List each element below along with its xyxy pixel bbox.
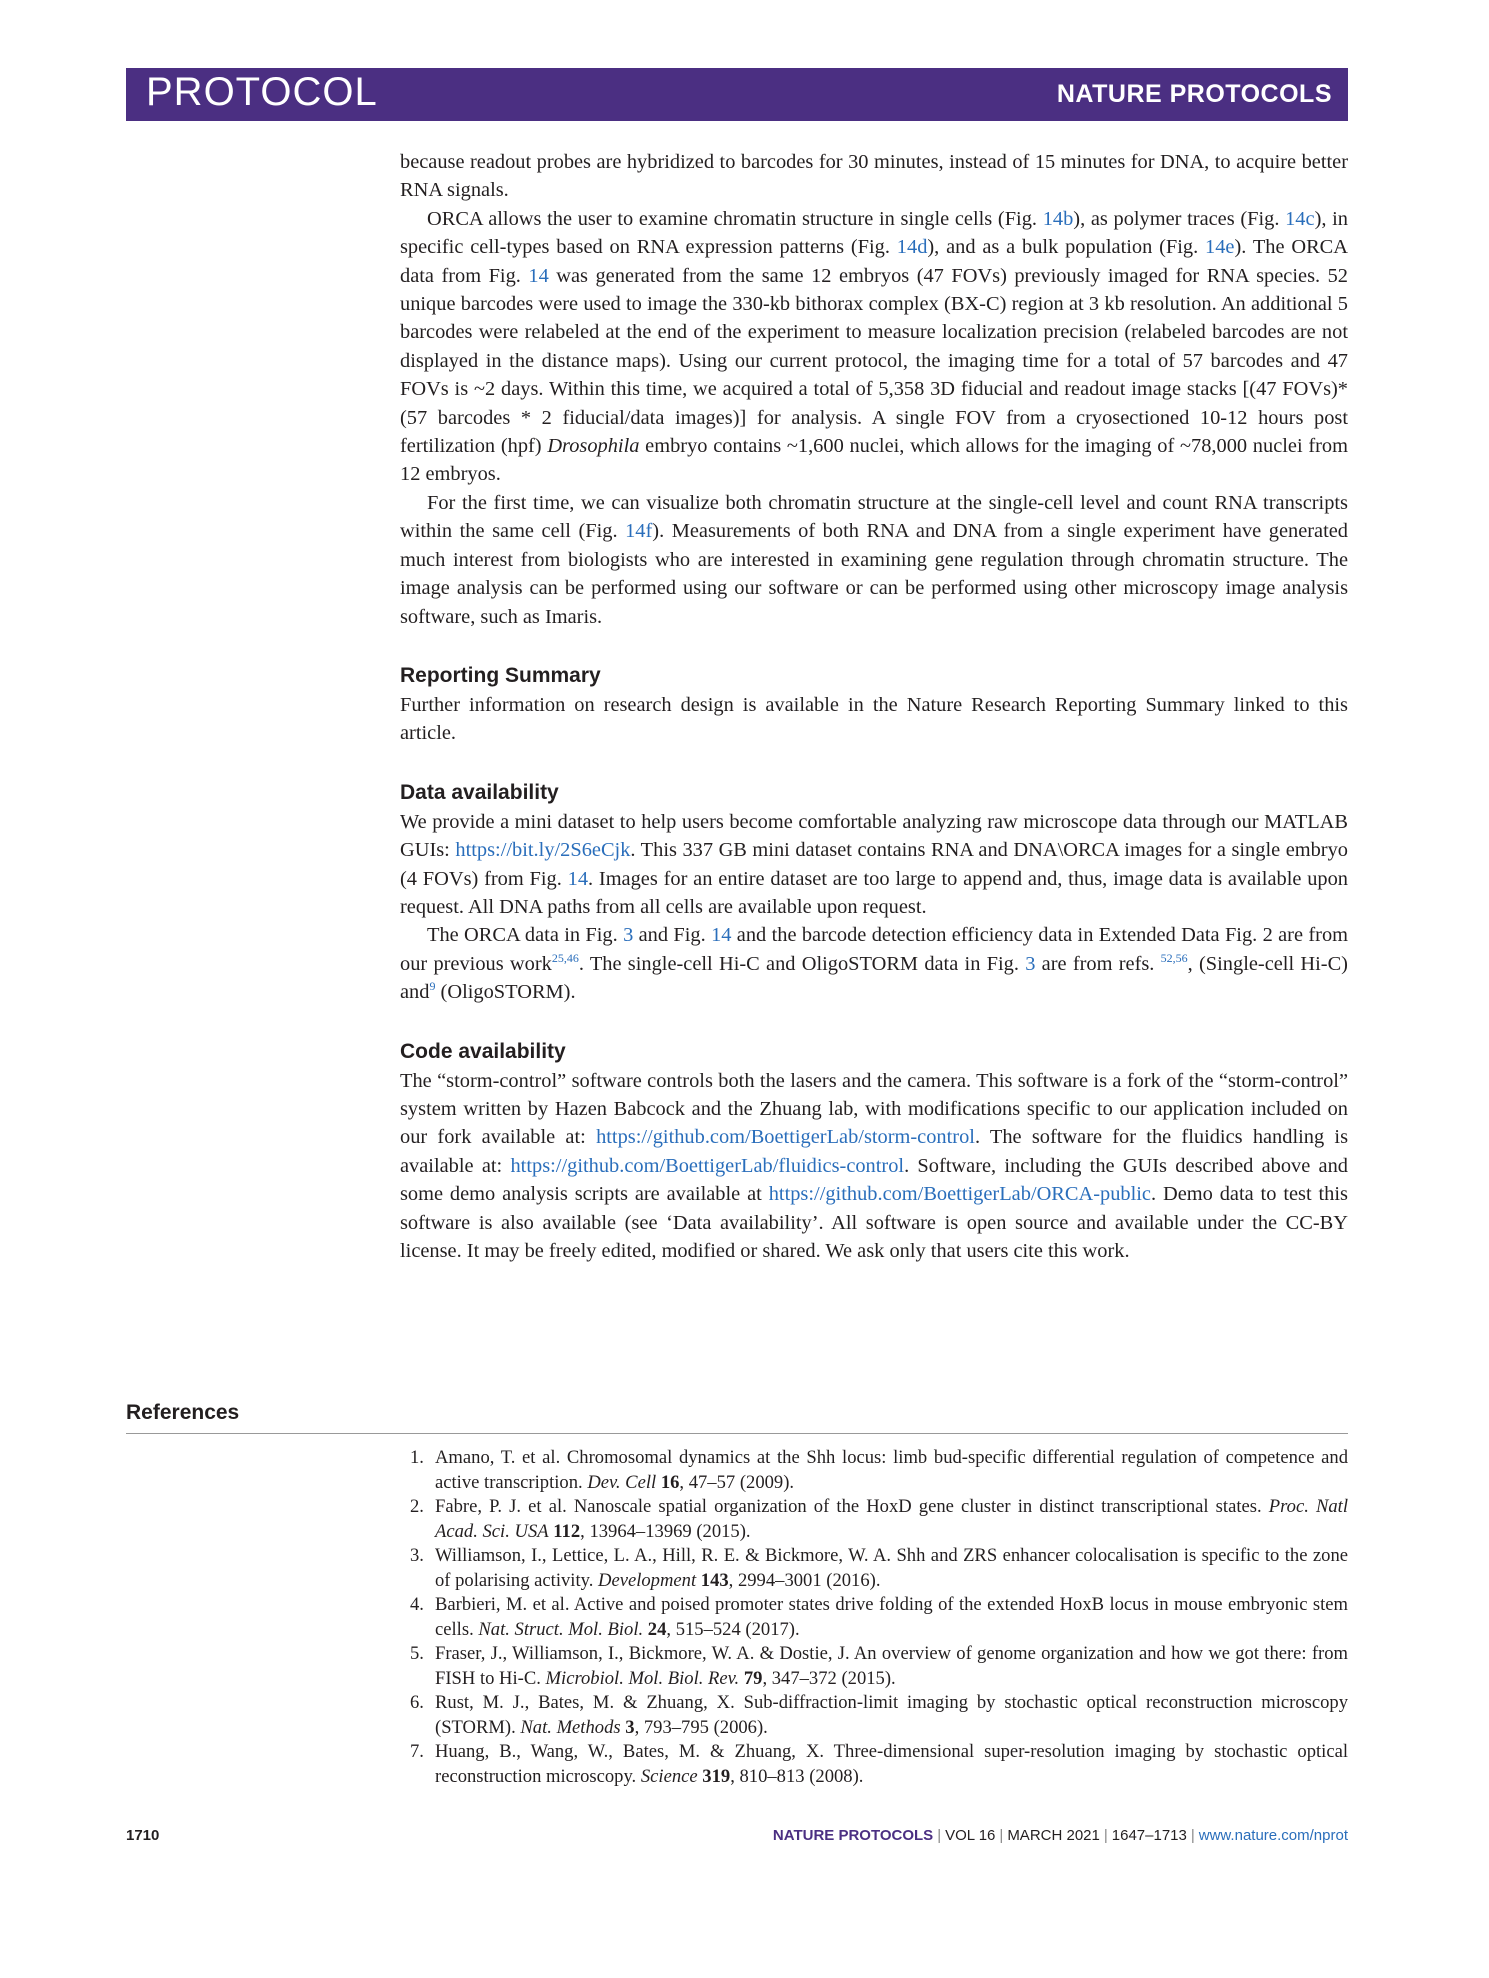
volume: 24 bbox=[647, 1618, 667, 1640]
journal-title: Proc. Natl Acad. Sci. USA bbox=[435, 1496, 1349, 1542]
dataset-link[interactable]: https://bit.ly/2S6eCjk bbox=[455, 839, 631, 862]
article-type: PROTOCOL bbox=[146, 70, 378, 114]
data-availability-section bbox=[400, 778, 1348, 1007]
fig-link[interactable]: 14 bbox=[528, 264, 549, 287]
paragraph-3: For the first time, we can visualize both chromatin structure at the single-cell level and count RNA transcripts within the same cell (Fig. 14f). Measurements of both RNA and DNA from a single experiment have generated much interest from biologists who are interested in examining gene regulation through chromatin structure. The image analysis can be performed using our software or can be performed using other microscopy image analysis software, such as Imaris. bbox=[400, 491, 1348, 628]
footer-journal: NATURE PROTOCOLS bbox=[772, 1827, 934, 1844]
fig-link[interactable]: 3 bbox=[1025, 952, 1036, 975]
journal-name: NATURE PROTOCOLS bbox=[1056, 80, 1332, 108]
reference-item: 7. Huang, B., Wang, W., Bates, M. & Zhuang, X. Three-dimensional super-resolution imaging by stochastic optical reconstruction microscopy. Science 319, 810–813 (2008). bbox=[410, 1741, 1348, 1787]
section-heading: Data availability bbox=[400, 780, 559, 804]
volume: 319 bbox=[702, 1765, 731, 1787]
section-heading: Code availability bbox=[400, 1039, 566, 1063]
fig-link[interactable]: 14f bbox=[625, 520, 653, 543]
reference-item: 3. Williamson, I., Lettice, L. A., Hill, R. E. & Bickmore, W. A. Shh and ZRS enhancer colocalisation is specific to the zone of polarising activity. Development 143, 2994–3001 (2016). bbox=[410, 1545, 1348, 1591]
footer-pages: 1647–1713 bbox=[1111, 1827, 1187, 1844]
reference-number: 3. bbox=[410, 1545, 424, 1566]
code-availability-section bbox=[400, 1037, 1348, 1266]
reference-item: 5. Fraser, J., Williamson, I., Bickmore, W. A. & Dostie, J. An overview of genome organization and how we got there: from FISH to Hi-C. Microbiol. Mol. Biol. Rev. 79, 347–372 (2015). bbox=[410, 1643, 1348, 1689]
reference-number: 2. bbox=[410, 1496, 424, 1517]
fig-link[interactable]: 14d bbox=[896, 236, 928, 259]
references-divider bbox=[126, 1433, 1348, 1434]
fig-link[interactable]: 14c bbox=[1285, 207, 1315, 230]
reference-item: 4. Barbieri, M. et al. Active and poised promoter states drive folding of the extended HoxB locus in mouse embryonic stem cells. Nat. Struct. Mol. Biol. 24, 515–524 (2017). bbox=[410, 1594, 1348, 1640]
code-paragraph: The “storm-control” software controls both the lasers and the camera. This software is a fork of the “storm-control” system written by Hazen Babcock and the Zhuang lab, with modifications specific to our application included on our fork available at: https://github.com/BoettigerLab/storm-control. The software for the fluidics handling is available at: https://github.com/BoettigerLab/fluidics-control. Software, including the GUIs described above and some demo analysis scripts are available at https://github.com/BoettigerLab/ORCA-public. Demo data to test this software is also available (see ‘Data availability’. All software is open source and available under the CC-BY license. It may be freely edited, modified or shared. We ask only that users cite this work. bbox=[400, 1069, 1349, 1262]
reporting-text: Further information on research design is available in the Nature Research Reporting Summary linked to this article. bbox=[400, 693, 1348, 745]
citation-link[interactable]: 9 bbox=[429, 979, 436, 994]
reference-item: 2. Fabre, P. J. et al. Nanoscale spatial organization of the HoxD gene cluster in distinct transcriptional states. Proc. Natl Acad. Sci. USA 112, 13964–13969 (2015). bbox=[410, 1496, 1349, 1542]
fig-link[interactable]: 14 bbox=[711, 924, 732, 947]
volume: 16 bbox=[660, 1471, 680, 1493]
volume: 143 bbox=[700, 1569, 729, 1591]
journal-title: Development bbox=[598, 1569, 697, 1591]
reference-number: 1. bbox=[410, 1447, 424, 1468]
citation-link[interactable]: 52,56 bbox=[1160, 950, 1188, 965]
journal-title: Nat. Methods bbox=[520, 1716, 621, 1738]
fig-link[interactable]: 14e bbox=[1205, 236, 1235, 259]
citation-link[interactable]: 25,46 bbox=[551, 950, 579, 965]
data-paragraph-2: The ORCA data in Fig. 3 and Fig. 14 and the barcode detection efficiency data in Extended Data Fig. 2 are from our previous work$^{25,46}$. The single-cell Hi-C and OligoSTORM data in Fig. 3 are from refs. $^{52,56}$, (Single-cell Hi-C) and$^9$ (OligoSTORM). bbox=[400, 924, 1348, 1004]
journal-title: Nat. Struct. Mol. Biol. bbox=[478, 1618, 644, 1640]
fig-link[interactable]: 3 bbox=[623, 924, 634, 947]
journal-title: Dev. Cell bbox=[587, 1471, 657, 1493]
page-number: 1710 bbox=[126, 1827, 160, 1844]
data-paragraph-1: We provide a mini dataset to help users become comfortable analyzing raw microscope data through our MATLAB GUIs: https://bit.ly/2S6eCjk. This 337 GB mini dataset contains RNA and DNA\ORCA images for a single embryo (4 FOVs) from Fig. 14. Images for an entire dataset are too large to append and, thus, image data is available upon request. All DNA paths from all cells are available upon request. bbox=[400, 810, 1348, 918]
journal-title: Science bbox=[640, 1765, 698, 1787]
journal-title: Microbiol. Mol. Biol. Rev. bbox=[545, 1667, 740, 1689]
main-text bbox=[400, 148, 1348, 1265]
footer-volume: VOL 16 bbox=[945, 1827, 996, 1844]
footer-citation: NATURE PROTOCOLS | VOL 16 | MARCH 2021 | 1647–1713 | www.nature.com/nprot bbox=[772, 1827, 1348, 1844]
reference-number: 4. bbox=[410, 1594, 424, 1615]
reporting-summary-section bbox=[400, 661, 1348, 748]
references-heading: References bbox=[126, 1401, 240, 1424]
section-heading: Reporting Summary bbox=[400, 663, 601, 687]
volume: 79 bbox=[743, 1667, 763, 1689]
paragraph-1: because readout probes are hybridized to barcodes for 30 minutes, instead of 15 minutes for DNA, to acquire better RNA signals. bbox=[400, 151, 1348, 202]
footer-date: MARCH 2021 bbox=[1007, 1827, 1100, 1844]
fig-link[interactable]: 14b bbox=[1042, 207, 1074, 230]
footer-url[interactable]: www.nature.com/nprot bbox=[1198, 1827, 1348, 1844]
references-list bbox=[400, 1446, 1348, 1789]
volume: 112 bbox=[553, 1520, 581, 1542]
storm-control-link[interactable]: https://github.com/BoettigerLab/storm-control bbox=[596, 1126, 975, 1149]
fluidics-control-link[interactable]: https://github.com/BoettigerLab/fluidics-control bbox=[510, 1154, 905, 1177]
fig-link[interactable]: 14 bbox=[567, 867, 589, 890]
volume: 3 bbox=[625, 1716, 635, 1738]
reference-item: 6. Rust, M. J., Bates, M. & Zhuang, X. Sub-diffraction-limit imaging by stochastic optical reconstruction microscopy (STORM). Nat. Methods 3, 793–795 (2006). bbox=[410, 1692, 1348, 1738]
reference-number: 7. bbox=[410, 1741, 424, 1762]
reference-number: 5. bbox=[410, 1643, 424, 1664]
reference-item: 1. Amano, T. et al. Chromosomal dynamics at the Shh locus: limb bud-specific differential regulation of competence and active transcription. Dev. Cell 16, 47–57 (2009). bbox=[410, 1447, 1348, 1493]
reference-number: 6. bbox=[410, 1692, 424, 1713]
paragraph-2: ORCA allows the user to examine chromatin structure in single cells (Fig. 14b), as polymer traces (Fig. 14c), in specific cell-types based on RNA expression patterns (Fig. 14d), and as a bulk population (Fig. 14e). The ORCA data from Fig. 14 was generated from the same 12 embryos (47 FOVs) previously imaged for RNA species. 52 unique barcodes were used to image the 330-kb bithorax complex (BX-C) region at 3 kb resolution. An additional 5 barcodes were relabeled at the end of the experiment to measure localization precision (relabeled barcodes are not displayed in the distance maps). Using our current protocol, the imaging time for a total of 57 barcodes and 47 FOVs is ~2 days. Within this time, we acquired a total of 5,358 3D fiducial and readout image stacks [(47 FOVs)*(57 barcodes * 2 fiducial/data images)] for analysis. A single FOV from a cryosectioned 10-12 hours post fertilization (hpf) Drosophila embryo contains ~1,600 nuclei, which allows for the imaging of ~78,000 nuclei from 12 embryos. bbox=[400, 207, 1348, 486]
header-banner bbox=[126, 68, 1348, 121]
orca-public-link[interactable]: https://github.com/BoettigerLab/ORCA-public bbox=[768, 1183, 1151, 1206]
